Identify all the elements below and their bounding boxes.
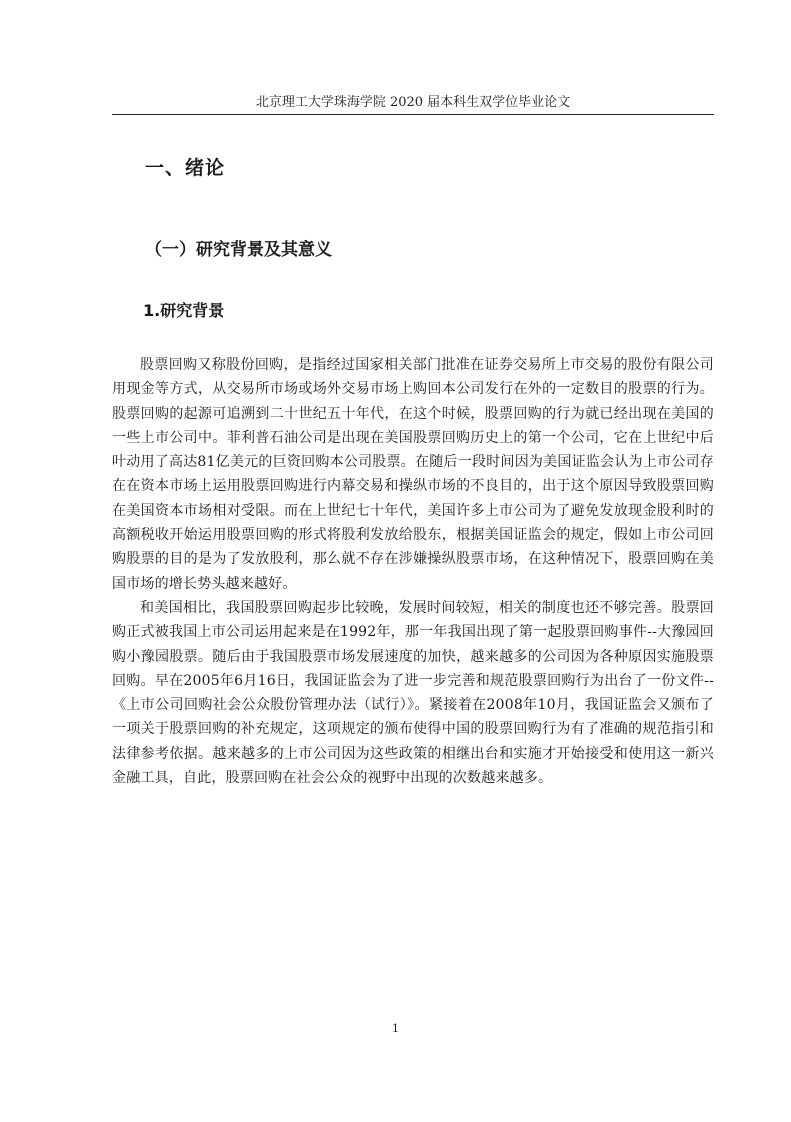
header-rule [112,114,714,115]
chapter-title: 一、绪论 [145,157,226,179]
section-title: （一）研究背景及其意义 [145,240,332,260]
paragraph: 股票回购又称股份回购，是指经过国家相关部门批准在证券交易所上市交易的股份有限公司用现金等方式，从交易所市场或场外交易市场上购回本公司发行在外的一定数目的股票的行为。股票回购的起源可追溯到二十世纪五十年代，在这个时候，股票回购的行为就已经出现在美国的一些上市公司中。菲利普石油公司是出现在美国股票回购历史上的第一个公司，它在上世纪中后叶动用了高达81亿美元的巨资回购本公司股票。在随后一段时间因为美国证监会认为上市公司存在在资本市场上运用股票回购进行内幕交易和操纵市场的不良目的，出于这个原因导致股票回购在美国资本市场相对受限。而在上世纪七十年代，美国许多上市公司为了避免发放现金股利时的高额税收开始运用股票回购的形式将股利发放给股东，根据美国证监会的规定，假如上市公司回购股票的目的是为了发放股利，那么就不存在涉嫌操纵股票市场，在这种情况下，股票回购在美国市场的增长势头越来越好。 [112,357,714,592]
subsection-title: 1.研究背景 [143,301,225,320]
running-header: 北京理工大学珠海学院 2020 届本科生双学位毕业论文 [255,95,571,110]
body-text [112,353,714,790]
page-number: 1 [392,1022,399,1035]
paragraph: 和美国相比，我国股票回购起步比较晚，发展时间较短，相关的制度也还不够完善。股票回购正式被我国上市公司运用起来是在1992年，那一年我国出现了第一起股票回购事件--大豫园回购小豫园股票。随后由于我国股票市场发展速度的加快，越来越多的公司因为各种原因实施股票回购。早在2005年6月16日，我国证监会为了进一步完善和规范股票回购行为出台了一份文件--《上市公司回购社会公众股份管理办法（试行）》。紧接着在2008年10月，我国证监会又颁布了一项关于股票回购的补充规定，这项规定的颁布使得中国的股票回购行为有了准确的规范指引和法律参考依据。越来越多的上市公司因为这些政策的相继出台和实施才开始接受和使用这一新兴金融工具，自此，股票回购在社会公众的视野中出现的次数越来越多。 [112,599,714,787]
